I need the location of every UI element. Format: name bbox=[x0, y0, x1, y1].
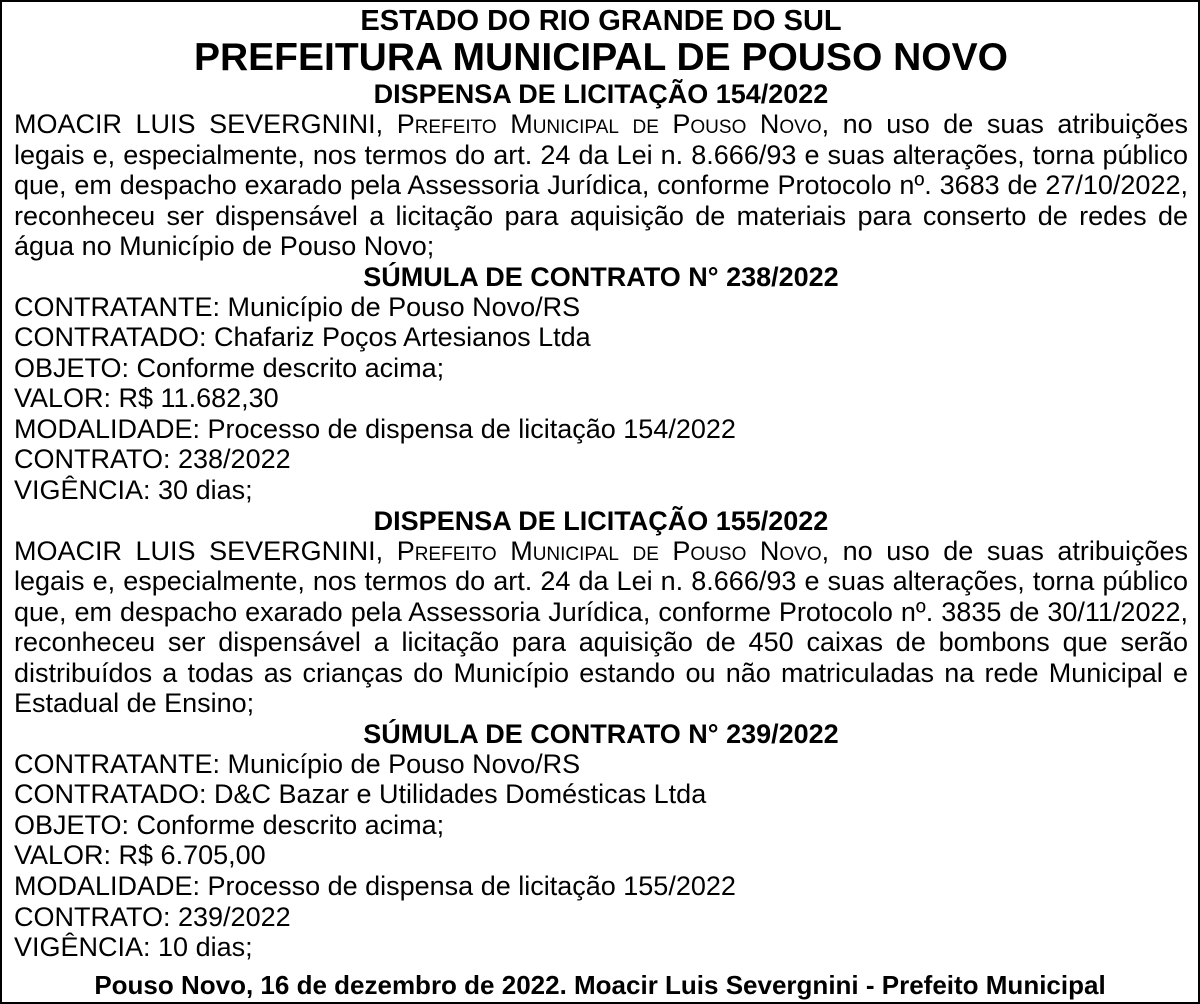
state-heading: ESTADO DO RIO GRANDE DO SUL bbox=[360, 5, 842, 37]
contract-details bbox=[14, 292, 1188, 506]
contract-objeto: OBJETO: Conforme descrito acima; bbox=[14, 352, 445, 383]
dispensa-title: DISPENSA DE LICITAÇÃO 154/2022 bbox=[373, 79, 829, 109]
mayor-role: Prefeito Municipal de Pouso Novo bbox=[396, 109, 822, 139]
contract-modalidade: MODALIDADE: Processo de dispensa de licitação 155/2022 bbox=[14, 871, 736, 902]
signature-footer: Pouso Novo, 16 de dezembro de 2022. Moacir Luis Severgnini - Prefeito Municipal bbox=[94, 970, 1106, 1000]
dispensa-title: DISPENSA DE LICITAÇÃO 155/2022 bbox=[373, 505, 829, 536]
contract-objeto: OBJETO: Conforme descrito acima; bbox=[14, 809, 445, 840]
contract-modalidade: MODALIDADE: Processo de dispensa de licitação 154/2022 bbox=[14, 413, 736, 444]
contract-numero: CONTRATO: 238/2022 bbox=[14, 444, 291, 475]
dispensa-section-2 bbox=[14, 506, 1188, 963]
dispensa-body: , no uso de suas atribuições legais e, especialmente, nos termos do art. 24 da Lei n. 8.666/93 e suas alterações, torna público que, em despacho exarado pela Assessoria Jurídica, conforme Protocolo nº. 3683 de 27/10/2022, reconheceu ser dispensável a licitação para aquisição de materiais para conserto de redes de água no Município de Pouso Novo; bbox=[14, 109, 1188, 261]
contract-contratante: CONTRATANTE: Município de Pouso Novo/RS bbox=[14, 748, 581, 779]
municipality-heading: PREFEITURA MUNICIPAL DE POUSO NOVO bbox=[193, 36, 1008, 79]
dispensa-paragraph bbox=[14, 109, 1188, 262]
contract-details bbox=[14, 749, 1188, 963]
contract-valor: VALOR: R$ 6.705,00 bbox=[14, 840, 266, 871]
mayor-name: MOACIR LUIS SEVERGNINI bbox=[14, 109, 376, 139]
contract-contratado: CONTRATADO: D&C Bazar e Utilidades Domésticas Ltda bbox=[14, 779, 707, 810]
contract-numero: CONTRATO: 239/2022 bbox=[14, 901, 291, 932]
contract-contratante: CONTRATANTE: Município de Pouso Novo/RS bbox=[14, 291, 581, 322]
name-separator: , bbox=[375, 535, 397, 566]
contract-valor: VALOR: R$ 11.682,30 bbox=[14, 383, 279, 414]
contract-contratado: CONTRATADO: Chafariz Poços Artesianos Ltda bbox=[14, 322, 591, 353]
name-separator: , bbox=[375, 109, 397, 139]
mayor-role: Prefeito Municipal de Pouso Novo bbox=[396, 535, 822, 566]
contract-vigencia: VIGÊNCIA: 10 dias; bbox=[14, 932, 253, 963]
dispensa-body: , no uso de suas atribuições legais e, especialmente, nos termos do art. 24 da Lei n. 8.666/93 e suas alterações, torna público que, em despacho exarado pela Assessoria Jurídica, conforme Protocolo nº. 3835 de 30/11/2022, reconheceu ser dispensável a licitação para aquisição de 450 caixas de bombons que serão distribuídos a todas as crianças do Município estando ou não matriculadas na rede Municipal e Estadual de Ensino; bbox=[14, 535, 1188, 719]
mayor-name: MOACIR LUIS SEVERGNINI bbox=[14, 535, 376, 566]
contract-vigencia: VIGÊNCIA: 30 dias; bbox=[14, 475, 253, 506]
dispensa-section-1 bbox=[14, 79, 1188, 506]
dispensa-paragraph bbox=[14, 536, 1188, 719]
contract-summary-title: SÚMULA DE CONTRATO N° 238/2022 bbox=[363, 261, 839, 292]
contract-summary-title: SÚMULA DE CONTRATO N° 239/2022 bbox=[363, 718, 839, 749]
